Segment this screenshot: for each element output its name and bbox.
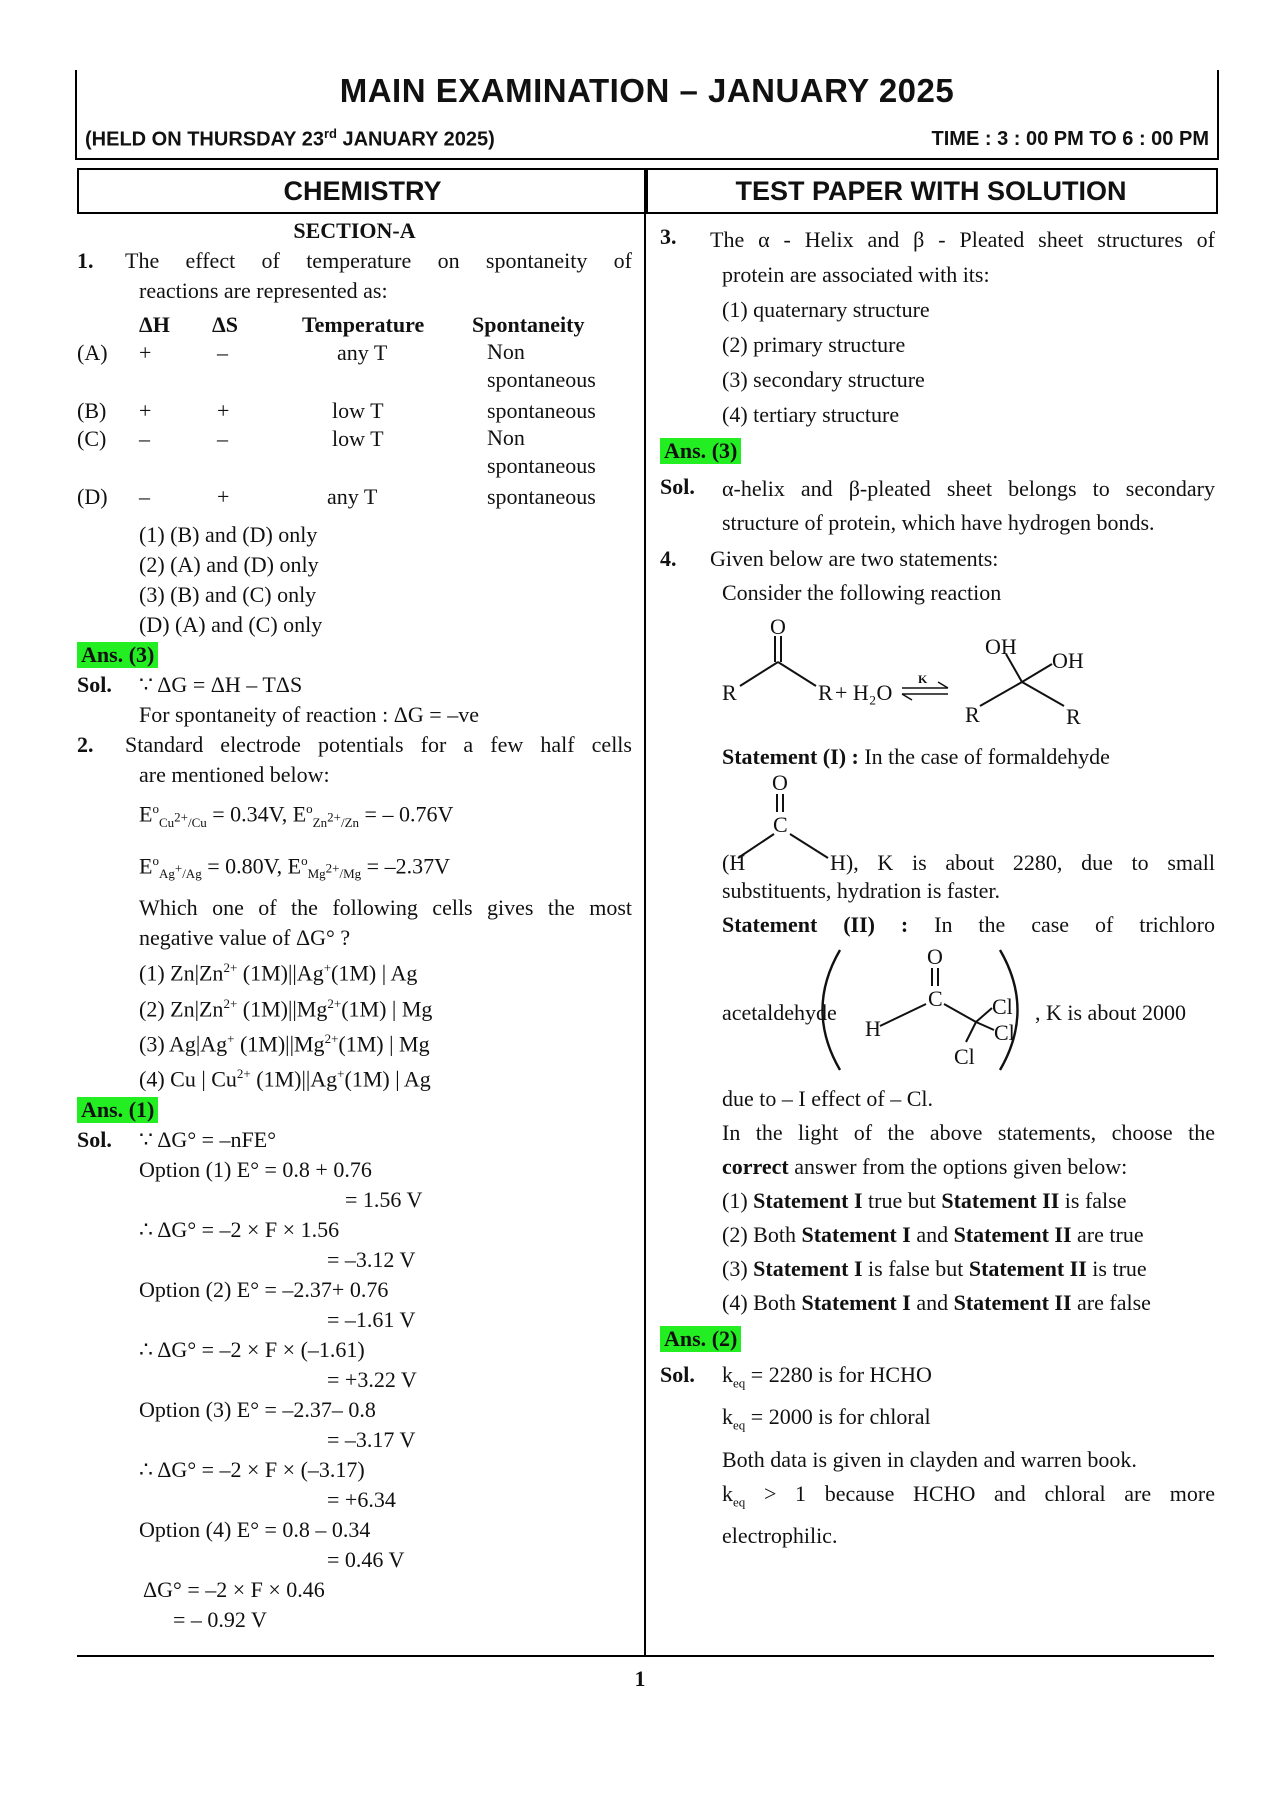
r-group-label: R	[818, 680, 833, 705]
electrode-potential-1: $E^o_{Cu^{2+}/Cu} = 0.34V$, $E^o_{Zn^{2+}/Zn}$ = – 0.76V	[139, 801, 454, 830]
row-label: (B)	[77, 398, 107, 423]
solution-line: ∵ ΔG° = –nFE°	[139, 1126, 276, 1152]
solution-line: ΔG° = –2 × F × 0.46	[143, 1576, 325, 1602]
cell-temp: low T	[332, 426, 384, 451]
solution-line: Option (3) E° = –2.37– 0.8	[139, 1396, 376, 1422]
q2-answer	[77, 1095, 632, 1125]
cell-ds: +	[217, 484, 230, 509]
question-text-cont: negative value of ΔG° ?	[139, 925, 351, 951]
statement-1-text: In the case of formaldehyde	[864, 744, 1110, 769]
option: (2) (A) and (D) only	[139, 552, 319, 577]
cell-temp: low T	[332, 398, 384, 423]
solution-line: ∵ ΔG = ΔH – TΔS	[139, 672, 303, 697]
q1-options	[77, 520, 632, 640]
r-group-label: R	[965, 702, 980, 727]
question-3	[660, 222, 1215, 292]
carbon-label: C	[773, 812, 788, 837]
statement-1-text-cont: H), K is about 2280, due to small	[830, 850, 1215, 875]
hydroxyl-label: OH	[985, 634, 1017, 659]
question-text-cont: reactions are represented as:	[139, 278, 388, 303]
solution-label: Sol.	[77, 1126, 112, 1152]
electrode-potential-2: $E^o_{Ag^+/Ag} = 0.80V$, $E^o_{Mg^{2+}/Mg} = -2.37V$	[139, 852, 450, 882]
hydroxyl-label: OH	[1052, 648, 1084, 673]
question-text: The α - Helix and β - Pleated sheet structures of	[710, 227, 1215, 252]
r-group-label: R	[722, 680, 737, 705]
option: (4) Both Statement I and Statement II are false	[722, 1290, 1151, 1315]
cell-spont: spontaneous	[487, 484, 596, 509]
solution-line: $k_{eq} > 1$ because HCHO and chloral are more	[722, 1480, 1215, 1510]
solution-line: = +3.22 V	[327, 1366, 417, 1392]
chlorine-label: Cl	[994, 1020, 1015, 1045]
answer-badge: Ans. (1)	[77, 1097, 158, 1123]
option: (1) (B) and (D) only	[139, 522, 318, 547]
cell-spont: spontaneous	[487, 398, 596, 423]
cell-dh: +	[139, 398, 152, 423]
solution-line: For spontaneity of reaction : ΔG = –ve	[139, 702, 479, 727]
exam-header	[75, 70, 1219, 160]
exam-time: TIME : 3 : 00 PM TO 6 : 00 PM	[931, 128, 1209, 150]
chlorine-label: Cl	[954, 1044, 975, 1069]
question-text: Given below are two statements:	[710, 546, 999, 571]
solution-line: = 1.56 V	[345, 1186, 423, 1212]
solution-line: ∴ ΔG° = –2 × F × (–3.17)	[139, 1456, 365, 1482]
question-number: 3.	[660, 224, 677, 249]
solution-line: $k_{eq} = 2000$ is for chloral	[722, 1404, 931, 1433]
page-number: 1	[634, 1666, 646, 1691]
q2-options	[77, 953, 632, 1094]
spontaneity-table	[77, 310, 632, 520]
carbon-label: C	[928, 986, 943, 1011]
statement-2-text-end: due to – I effect of – Cl.	[722, 1086, 933, 1111]
solution-line: = –1.61 V	[327, 1306, 416, 1332]
instruction-text: In the light of the above statements, choose the	[722, 1120, 1215, 1145]
cell-ds: –	[217, 426, 228, 451]
answer-badge: Ans. (3)	[77, 642, 158, 668]
option: (3) secondary structure	[722, 367, 925, 392]
statement-2	[660, 908, 1215, 942]
statement-2-label: Statement (II) :	[722, 912, 909, 937]
cell-temp: any T	[327, 484, 378, 509]
oxygen-label: O	[927, 944, 943, 969]
option: (2) Both Statement I and Statement II are true	[722, 1222, 1144, 1247]
table-header: Spontaneity	[472, 312, 585, 337]
question-text-cont: are mentioned below:	[139, 762, 330, 787]
q3-options	[660, 292, 1215, 432]
instruction-text-cont: correct answer from the options given below:	[722, 1154, 1128, 1179]
formaldehyde-structure	[660, 770, 1215, 875]
solution-line: = –3.17 V	[327, 1426, 416, 1452]
solution-line: ∴ ΔG° = –2 × F × 1.56	[139, 1216, 340, 1242]
option: (4) tertiary structure	[722, 402, 900, 427]
solution-line: Both data is given in clayden and warren book.	[722, 1446, 1137, 1472]
question-text-cont: Consider the following reaction	[722, 580, 1002, 605]
option: (2) primary structure	[722, 332, 906, 357]
statement-1-label: Statement (I) :	[722, 744, 859, 769]
cell-dh: –	[139, 426, 150, 451]
table-header: ΔS	[212, 312, 239, 337]
option: (1) $Zn|Zn^{2+}$ (1M)||Ag+(1M) | Ag	[139, 960, 418, 986]
q3-answer	[660, 436, 1215, 466]
q1-solution	[77, 670, 632, 730]
q4-solution	[660, 1358, 1215, 1553]
solution-line: Option (4) E° = 0.8 – 0.34	[139, 1516, 371, 1542]
statement-2-text: In the case of trichloro	[934, 912, 1215, 937]
question-4	[660, 542, 1215, 610]
exam-title: MAIN EXAMINATION – JANUARY 2025	[339, 72, 955, 109]
statement-1	[660, 740, 1215, 774]
cell-ds: –	[217, 340, 228, 365]
hydration-reaction	[660, 610, 1215, 740]
chloral-structure	[660, 942, 1215, 1082]
question-number: 2.	[77, 732, 94, 757]
table-header: Temperature	[302, 312, 425, 337]
option: (1) Statement I true but Statement II is false	[722, 1188, 1127, 1213]
question-text: Which one of the following cells gives the most	[139, 895, 632, 921]
hydrogen-label: (H	[722, 850, 746, 875]
solution-line: = +6.34	[327, 1486, 396, 1512]
solution-line: α-helix and β-pleated sheet belongs to secondary	[722, 476, 1215, 501]
solution-line: = – 0.92 V	[173, 1606, 267, 1632]
cell-dh: –	[139, 484, 150, 509]
row-label: (C)	[77, 426, 107, 451]
footer-rule	[77, 1655, 1214, 1657]
solution-line: $k_{eq} = 2280$ is for HCHO	[722, 1362, 932, 1391]
answer-badge: Ans. (3)	[660, 438, 741, 464]
row-label: (A)	[77, 340, 108, 365]
solution-line: electrophilic.	[722, 1523, 838, 1549]
solution-label: Sol.	[660, 474, 695, 499]
subject-chemistry: CHEMISTRY	[77, 168, 648, 214]
question-1	[77, 246, 632, 306]
option: (3) Ag|Ag+ $(1M)||Mg^{2+}(1M)$ | Mg	[139, 1031, 430, 1057]
q3-solution	[660, 472, 1215, 540]
statement-2-text-cont: , K is about 2000	[1035, 1000, 1186, 1025]
column-divider	[644, 210, 646, 1655]
solution-line: = 0.46 V	[327, 1546, 405, 1572]
cell-spont: Non spontaneous	[487, 339, 596, 392]
equilibrium-constant-label: K	[918, 672, 928, 686]
question-2	[77, 730, 632, 790]
cell-temp: any T	[337, 340, 388, 365]
hydration-reaction-structure	[660, 610, 1215, 740]
q4-options	[660, 1184, 1215, 1320]
held-on-date: (HELD ON THURSDAY 23rd JANUARY 2025)	[85, 126, 495, 151]
question-text: The effect of temperature on spontaneity of	[125, 248, 632, 273]
solution-label: Sol.	[77, 672, 112, 697]
question-text: Standard electrode potentials for a few half cells	[125, 732, 632, 757]
solution-line: ∴ ΔG° = –2 × F × (–1.61)	[139, 1336, 365, 1362]
statement-1-text-end: substituents, hydration is faster.	[722, 878, 1001, 903]
water-label: + H₂O	[835, 680, 893, 705]
table-header: ΔH	[139, 312, 170, 337]
q2-solution	[77, 1125, 632, 1635]
right-column	[660, 212, 1215, 1553]
solution-line: Option (2) E° = –2.37+ 0.76	[139, 1276, 389, 1302]
question-number: 1.	[77, 248, 94, 273]
hydrogen-label: H	[865, 1016, 881, 1041]
chlorine-label: Cl	[992, 994, 1013, 1019]
subject-test-paper: TEST PAPER WITH SOLUTION	[644, 168, 1218, 214]
q4-answer	[660, 1324, 1215, 1354]
r-group-label: R	[1066, 704, 1081, 729]
solution-line: structure of protein, which have hydrogen bonds.	[722, 510, 1155, 535]
section-title: SECTION-A	[293, 218, 416, 243]
solution-label: Sol.	[660, 1362, 695, 1387]
answer-badge: Ans. (2)	[660, 1326, 741, 1352]
cell-spont: Non spontaneous	[487, 425, 596, 478]
option: (1) quaternary structure	[722, 297, 930, 322]
solution-line: = –3.12 V	[327, 1246, 416, 1272]
option: (4) Cu | $Cu^{2+}$ (1M)||Ag+(1M) | Ag	[139, 1066, 431, 1092]
cell-ds: +	[217, 398, 230, 423]
option: (3) Statement I is false but Statement II is true	[722, 1256, 1147, 1281]
option: (3) (B) and (C) only	[139, 582, 317, 607]
option: (D) (A) and (C) only	[139, 612, 323, 637]
row-label: (D)	[77, 484, 108, 509]
cell-dh: +	[139, 340, 152, 365]
q1-answer	[77, 640, 632, 670]
option: (2) $Zn|Zn^{2+}$ $(1M)||Mg^{2+}(1M)$ | Mg	[139, 995, 433, 1022]
solution-line: Option (1) E° = 0.8 + 0.76	[139, 1156, 372, 1182]
question-text-cont: protein are associated with its:	[722, 262, 990, 287]
question-number: 4.	[660, 546, 677, 571]
chloral-prefix: acetaldehyde	[722, 1000, 837, 1025]
left-column	[77, 212, 632, 1635]
oxygen-label: O	[770, 614, 786, 639]
oxygen-label: O	[772, 770, 788, 795]
